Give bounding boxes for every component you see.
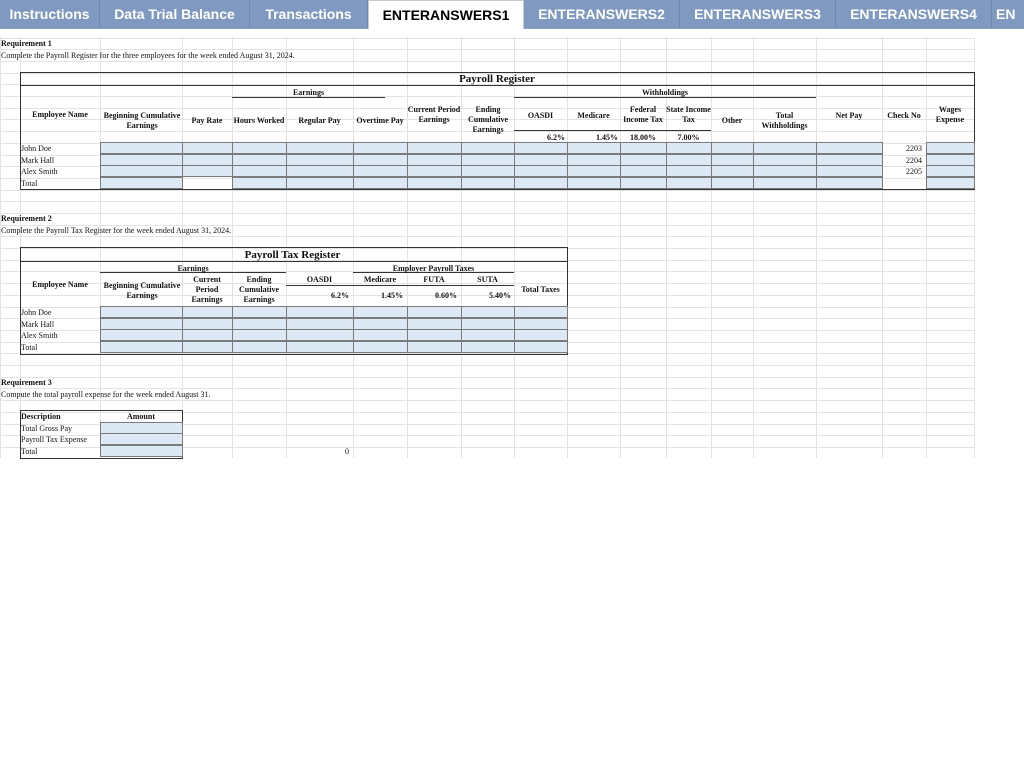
input-cell[interactable]	[286, 177, 354, 189]
req2-col-suta: SUTA	[477, 275, 498, 284]
tab-en-partial[interactable]: EN	[992, 0, 1024, 28]
input-cell[interactable]	[232, 341, 287, 353]
req2-col-oasdi: OASDI	[306, 275, 333, 284]
input-cell[interactable]	[353, 329, 408, 341]
input-cell[interactable]	[407, 165, 462, 177]
input-cell[interactable]	[620, 165, 667, 177]
input-cell[interactable]	[353, 142, 408, 154]
tab-data-trial-balance[interactable]: Data Trial Balance	[100, 0, 250, 28]
req1-heading: Requirement 1	[1, 39, 52, 48]
input-cell[interactable]	[407, 142, 462, 154]
req1-rate-oasdi: 6.2%	[547, 133, 565, 142]
input-cell[interactable]	[620, 177, 667, 189]
input-cell[interactable]	[620, 142, 667, 154]
input-cell[interactable]	[353, 165, 408, 177]
req1-col-check: Check No	[887, 111, 921, 120]
input-cell[interactable]	[232, 165, 287, 177]
input-cell[interactable]	[407, 341, 462, 353]
req2-col-medicare: Medicare	[363, 275, 397, 284]
input-cell[interactable]	[232, 177, 287, 189]
input-cell[interactable]	[461, 306, 515, 318]
input-cell[interactable]	[666, 142, 712, 154]
tab-transactions[interactable]: Transactions	[250, 0, 368, 28]
req3-heading: Requirement 3	[1, 378, 52, 387]
input-cell[interactable]	[182, 341, 233, 353]
input-cell[interactable]	[232, 306, 287, 318]
req1-col-total-withholdings: Total Withholdings	[761, 111, 808, 130]
amount-cell[interactable]	[100, 445, 183, 457]
req1-col-oasdi: OASDI	[527, 111, 554, 120]
req1-col-regular: Regular Pay	[298, 116, 341, 125]
input-cell[interactable]	[232, 329, 287, 341]
req1-rate-medicare: 1.45%	[596, 133, 618, 142]
req2-row-name: Mark Hall	[21, 320, 55, 329]
input-cell[interactable]	[514, 165, 568, 177]
input-cell[interactable]	[100, 341, 183, 353]
req1-col-employee: Employee Name	[32, 110, 88, 119]
tab-instructions[interactable]: Instructions	[0, 0, 100, 28]
input-cell[interactable]	[461, 341, 515, 353]
req2-text: Complete the Payroll Tax Register for the week ended August 31, 2024.	[1, 226, 232, 235]
input-cell[interactable]	[461, 177, 515, 189]
req1-check-no: 2203	[906, 144, 922, 153]
input-cell[interactable]	[816, 177, 883, 189]
req3-row-description: Total	[21, 447, 38, 456]
input-cell[interactable]	[514, 306, 568, 318]
input-cell[interactable]	[100, 329, 183, 341]
req2-col-total-taxes: Total Taxes	[521, 285, 560, 294]
req1-row-name: Total	[21, 179, 38, 188]
input-cell[interactable]	[461, 142, 515, 154]
req1-col-overtime: Overtime Pay	[356, 116, 404, 125]
input-cell[interactable]	[711, 142, 754, 154]
req1-check-no: 2205	[906, 167, 922, 176]
req3-col-amount: Amount	[126, 412, 155, 421]
input-cell[interactable]	[926, 142, 975, 154]
input-cell[interactable]	[753, 165, 817, 177]
input-cell[interactable]	[286, 142, 354, 154]
req3-col-description: Description	[21, 412, 61, 421]
req1-col-medicare: Medicare	[577, 111, 610, 120]
payroll-tax-register-title: Payroll Tax Register	[244, 249, 341, 261]
req1-col-pay-rate: Pay Rate	[191, 116, 223, 125]
req1-row-name: John Doe	[21, 144, 52, 153]
spreadsheet[interactable]	[0, 29, 1024, 768]
input-cell[interactable]	[567, 165, 621, 177]
req2-col-employee: Employee Name	[32, 280, 88, 289]
req2-heading: Requirement 2	[1, 214, 52, 223]
input-cell[interactable]	[182, 306, 233, 318]
req3-row-description: Payroll Tax Expense	[21, 435, 87, 444]
req1-col-other: Other	[721, 116, 743, 125]
req2-rate-futa: 0.60%	[435, 291, 457, 300]
input-cell[interactable]	[753, 177, 817, 189]
req1-row-name: Mark Hall	[21, 156, 55, 165]
payroll-register-title: Payroll Register	[459, 73, 535, 85]
input-cell[interactable]	[514, 177, 568, 189]
input-cell[interactable]	[461, 165, 515, 177]
req1-row-name: Alex Smith	[21, 167, 58, 176]
req3-row-description: Total Gross Pay	[21, 424, 72, 433]
req2-col-beg-cum: Beginning Cumulative Earnings	[103, 281, 181, 300]
req1-earnings-group: Earnings	[292, 88, 325, 97]
input-cell[interactable]	[100, 165, 183, 177]
input-cell[interactable]	[514, 142, 568, 154]
req2-earnings-group: Earnings	[177, 264, 209, 273]
tab-enteranswers1[interactable]: ENTERANSWERS1	[368, 0, 524, 29]
req2-row-name: Total	[21, 343, 38, 352]
req1-text: Complete the Payroll Register for the three employees for the week ended August 31, 2024.	[1, 51, 295, 60]
input-cell[interactable]	[100, 177, 183, 189]
input-cell[interactable]	[182, 329, 233, 341]
input-cell[interactable]	[666, 165, 712, 177]
input-cell[interactable]	[353, 177, 408, 189]
sheet-tab-bar	[0, 0, 1024, 29]
input-cell[interactable]	[353, 306, 408, 318]
req1-rate-state: 7.00%	[677, 133, 700, 142]
req1-withholdings-group: Withholdings	[641, 88, 689, 97]
input-cell[interactable]	[407, 177, 462, 189]
req2-col-ending: Ending Cumulative Earnings	[239, 275, 279, 304]
stray-cell-value: 0	[345, 447, 349, 456]
req2-col-futa: FUTA	[423, 275, 445, 284]
tab-enteranswers4[interactable]: ENTERANSWERS4	[836, 0, 992, 28]
req1-rate-federal: 18.00%	[630, 133, 656, 142]
req1-col-ending: Ending Cumulative Earnings	[468, 105, 508, 134]
tab-enteranswers3[interactable]: ENTERANSWERS3	[680, 0, 836, 28]
input-cell[interactable]	[514, 329, 568, 341]
input-cell[interactable]	[711, 177, 754, 189]
req1-col-wages-expense: Wages Expense	[935, 105, 965, 124]
input-cell[interactable]	[286, 329, 354, 341]
req1-col-current: Current Period Earnings	[407, 105, 461, 124]
input-cell[interactable]	[567, 142, 621, 154]
input-cell[interactable]	[816, 165, 883, 177]
input-cell[interactable]	[753, 142, 817, 154]
req1-col-federal: Federal Income Tax	[623, 105, 663, 124]
req2-rate-oasdi: 6.2%	[331, 291, 349, 300]
req2-rate-medicare: 1.45%	[381, 291, 403, 300]
amount-cell[interactable]	[100, 433, 183, 445]
input-cell[interactable]	[182, 165, 233, 177]
req2-rate-suta: 5.40%	[489, 291, 511, 300]
req2-row-name: John Doe	[21, 308, 52, 317]
input-cell[interactable]	[407, 306, 462, 318]
input-cell[interactable]	[182, 142, 233, 154]
input-cell[interactable]	[286, 165, 354, 177]
req1-col-beg-cum: Beginning Cumulative Earnings	[103, 111, 181, 130]
req3-text: Compute the total payroll expense for the week ended August 31.	[1, 390, 211, 399]
input-cell[interactable]	[286, 306, 354, 318]
input-cell[interactable]	[461, 329, 515, 341]
input-cell[interactable]	[926, 177, 975, 189]
req2-row-name: Alex Smith	[21, 331, 58, 340]
input-cell[interactable]	[286, 341, 354, 353]
input-cell[interactable]	[926, 165, 975, 177]
tab-enteranswers2[interactable]: ENTERANSWERS2	[524, 0, 680, 28]
input-cell[interactable]	[100, 306, 183, 318]
input-cell[interactable]	[232, 142, 287, 154]
req2-col-current: Current Period Earnings	[191, 275, 223, 304]
input-cell[interactable]	[407, 329, 462, 341]
input-cell[interactable]	[816, 142, 883, 154]
input-cell[interactable]	[514, 341, 568, 353]
input-cell[interactable]	[567, 177, 621, 189]
input-cell[interactable]	[100, 142, 183, 154]
req2-employer-group: Employer Payroll Taxes	[392, 264, 475, 273]
req1-col-state: State Income Tax	[666, 105, 711, 124]
input-cell[interactable]	[711, 165, 754, 177]
req1-col-hours: Hours Worked	[233, 116, 285, 125]
input-cell[interactable]	[353, 341, 408, 353]
input-cell[interactable]	[666, 177, 712, 189]
req1-col-net-pay: Net Pay	[835, 111, 863, 120]
req1-check-no: 2204	[906, 156, 922, 165]
